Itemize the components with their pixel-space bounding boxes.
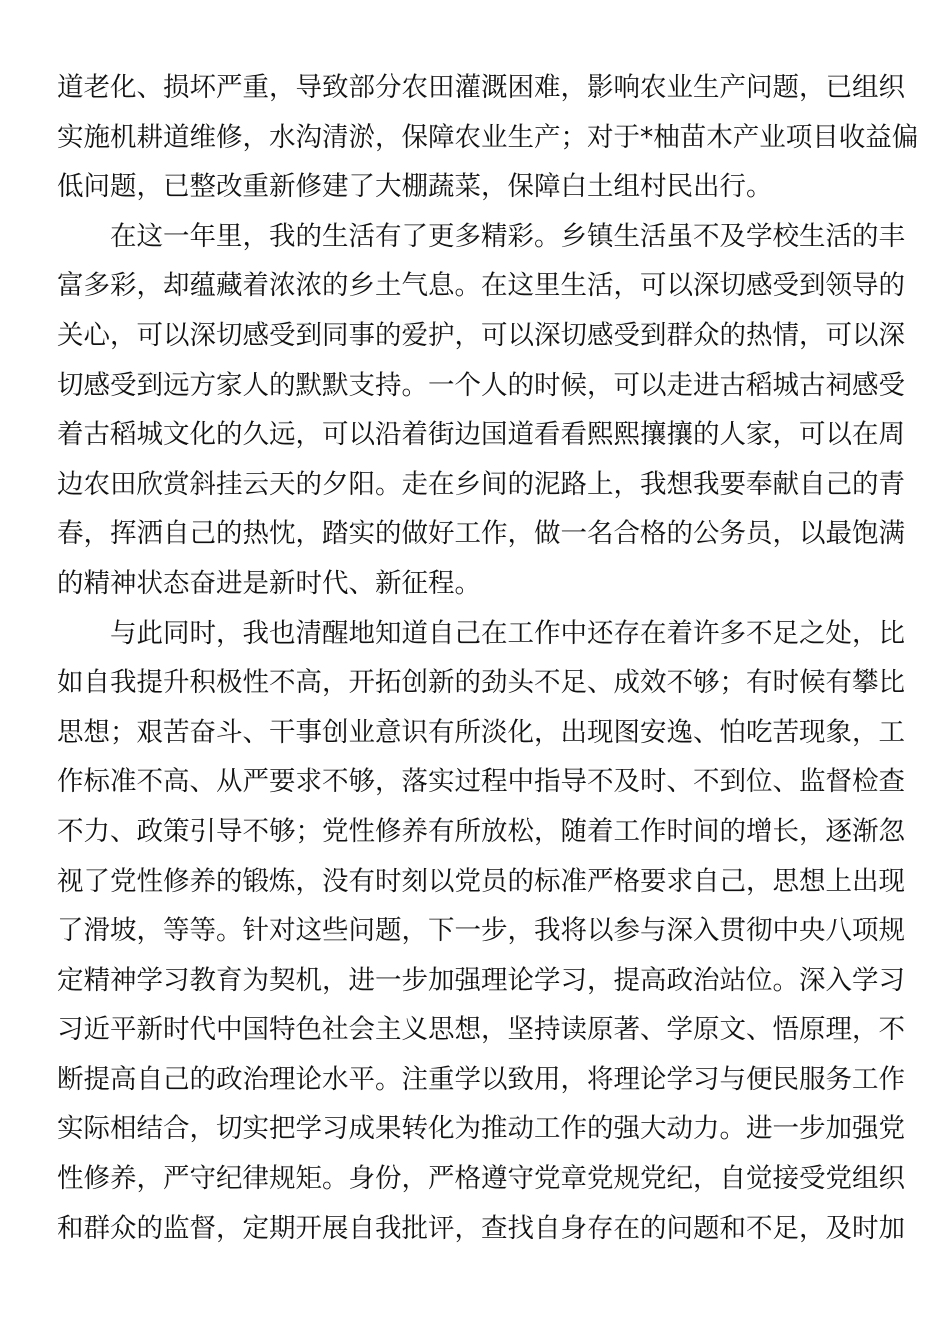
paragraph-3-line: 定精神学习教育为契机，进一步加强理论学习，提高政治站位。深入学习 — [57, 964, 905, 996]
paragraph-3-line: 作标准不高、从严要求不够，落实过程中指导不及时、不到位、监督检查 — [57, 766, 905, 798]
paragraph-3-line: 视了党性修养的锻炼，没有时刻以党员的标准严格要求自己，思想上出现 — [57, 865, 905, 897]
paragraph-2-line: 的精神状态奋进是新时代、新征程。 — [57, 567, 481, 599]
paragraph-1-line: 实施机耕道维修，水沟清淤，保障农业生产；对于*柚苗木产业项目收益偏 — [57, 121, 919, 153]
paragraph-1-line: 低问题，已整改重新修建了大棚蔬菜，保障白土组村民出行。 — [57, 171, 773, 203]
paragraph-3-line: 实际相结合，切实把学习成果转化为推动工作的强大动力。进一步加强党 — [57, 1113, 905, 1145]
paragraph-2-line: 富多彩，却蕴藏着浓浓的乡土气息。在这里生活，可以深切感受到领导的 — [57, 270, 905, 302]
paragraph-3-line: 思想；艰苦奋斗、干事创业意识有所淡化，出现图安逸、怕吃苦现象，工 — [57, 716, 905, 748]
paragraph-2-line: 春，挥洒自己的热忱，踏实的做好工作，做一名合格的公务员，以最饱满 — [57, 518, 905, 550]
paragraph-2-line: 关心，可以深切感受到同事的爱护，可以深切感受到群众的热情，可以深 — [57, 319, 905, 351]
paragraph-3-line: 断提高自己的政治理论水平。注重学以致用，将理论学习与便民服务工作 — [57, 1063, 905, 1095]
paragraph-2-line: 边农田欣赏斜挂云天的夕阳。走在乡间的泥路上，我想我要奉献自己的青 — [57, 468, 905, 500]
paragraph-3-line: 不力、政策引导不够；党性修养有所放松，随着工作时间的增长，逐渐忽 — [57, 815, 905, 847]
paragraph-3-first-line: 与此同时，我也清醒地知道自己在工作中还存在着许多不足之处，比 — [110, 617, 905, 649]
paragraph-2-line: 着古稻城文化的久远，可以沿着街边国道看看熙熙攘攘的人家，可以在周 — [57, 419, 905, 451]
paragraph-3-line: 性修养，严守纪律规矩。身份，严格遵守党章党规党纪，自觉接受党组织 — [57, 1163, 905, 1195]
paragraph-3-line: 了滑坡，等等。针对这些问题，下一步，我将以参与深入贯彻中央八项规 — [57, 915, 905, 947]
paragraph-2-line: 切感受到远方家人的默默支持。一个人的时候，可以走进古稻城古祠感受 — [57, 369, 905, 401]
paragraph-1-line: 道老化、损坏严重，导致部分农田灌溉困难，影响农业生产问题，已组织 — [57, 72, 905, 103]
paragraph-3-line: 和群众的监督，定期开展自我批评，查找自身存在的问题和不足，及时加 — [57, 1212, 905, 1244]
document-body — [57, 63, 919, 1253]
paragraph-3-line: 如自我提升积极性不高，开拓创新的劲头不足、成效不够；有时候有攀比 — [57, 667, 905, 699]
paragraph-3-line: 习近平新时代中国特色社会主义思想，坚持读原著、学原文、悟原理，不 — [57, 1014, 905, 1046]
paragraph-2-first-line: 在这一年里，我的生活有了更多精彩。乡镇生活虽不及学校生活的丰 — [110, 220, 905, 252]
